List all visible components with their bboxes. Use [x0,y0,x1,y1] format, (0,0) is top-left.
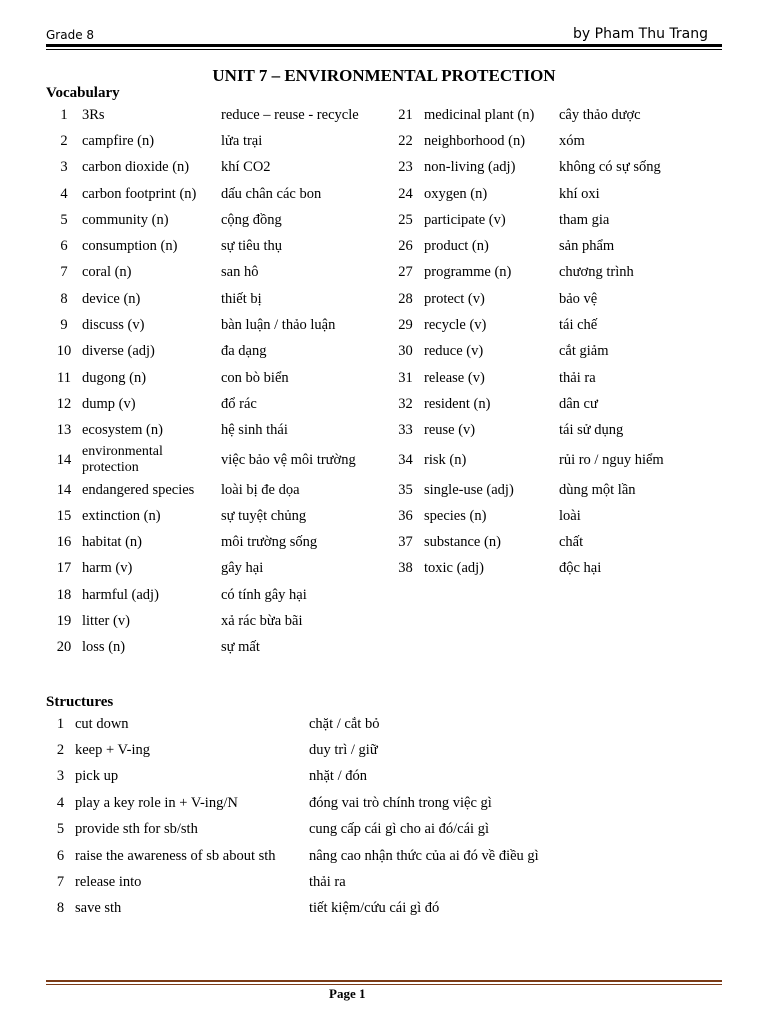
vocab-english: release (v) [424,369,485,386]
vocab-vietnamese: cộng đồng [221,211,282,228]
vocab-vietnamese: chất [559,534,584,551]
vocab-vietnamese: đổ rác [221,395,257,412]
vocab-row [46,339,686,365]
vocab-english: environmental protection [82,444,163,476]
vocab-vietnamese: xả rác bừa bãi [221,612,303,629]
vocab-row [46,477,686,503]
vocab-english [424,582,559,608]
vocab-row [46,635,686,661]
structure-english: cut down [75,715,129,732]
structure-english: provide sth for sb/sth [75,821,198,838]
vocab-number: 22 [398,132,413,149]
vocab-english: neighborhood (n) [424,132,526,149]
vocab-number [387,582,424,608]
vocab-vietnamese: cây thảo dược [559,106,641,123]
vocab-number: 12 [56,395,72,412]
vocab-number: 11 [57,369,71,386]
vocab-row [46,233,686,259]
vocab-english [424,608,559,634]
vocab-vietnamese: xóm [559,132,585,149]
structure-number: 8 [56,900,65,917]
vocab-vietnamese: sự mất [221,639,260,656]
vocab-vietnamese: tái chế [559,317,598,334]
vocab-vietnamese [559,635,686,661]
vocab-row [46,128,686,154]
vocab-vietnamese: môi trường sống [221,534,318,551]
vocab-english: litter (v) [82,612,130,629]
vocab-vietnamese [559,608,686,634]
vocab-number: 21 [398,106,413,123]
vocab-vietnamese: chương trình [559,264,634,281]
vocab-number: 20 [56,639,72,656]
page-number: Page 1 [329,986,366,1001]
structure-vietnamese: chặt / cắt bỏ [309,715,380,732]
vocab-number: 38 [398,560,413,577]
vocab-row [46,365,686,391]
vocab-vietnamese: khí oxi [559,185,600,202]
vocab-english: protect (v) [424,290,485,307]
vocab-english: campfire (n) [82,132,155,149]
vocab-english: species (n) [424,507,487,524]
vocab-vietnamese: sự tiêu thụ [221,238,283,255]
vocab-number [387,608,424,634]
vocab-vietnamese: thiết bị [221,290,262,307]
vocab-english: single-use (adj) [424,481,514,498]
vocab-number: 19 [56,612,72,629]
vocab-row [46,391,686,417]
vocab-english: harm (v) [82,560,133,577]
vocab-english: loss (n) [82,639,126,656]
vocab-vietnamese: tham gia [559,211,610,228]
vocab-english: device (n) [82,290,141,307]
structure-number: 3 [56,768,65,785]
structure-english: release into [75,874,142,891]
vocab-number: 6 [60,238,68,255]
vocab-number: 37 [398,534,413,551]
vocab-english: harmful (adj) [82,586,159,603]
vocab-english: diverse (adj) [82,343,155,360]
vocab-english: reuse (v) [424,422,476,439]
vocab-english: endangered species [82,481,195,498]
vocab-row [46,260,686,286]
vocab-number: 33 [398,422,413,439]
vocab-number: 24 [398,185,413,202]
structure-vietnamese: thải ra [309,874,346,891]
vocab-vietnamese: gây hại [221,560,264,577]
vocab-number: 32 [398,395,413,412]
structure-vietnamese: đóng vai trò chính trong việc gì [309,794,492,811]
vocab-number: 15 [56,507,72,524]
vocab-vietnamese: hệ sinh thái [221,422,288,439]
vocab-row [46,181,686,207]
structure-number: 5 [56,821,65,838]
vocab-row [46,529,686,555]
structure-english: pick up [75,768,119,785]
vocab-english: coral (n) [82,264,132,281]
vocab-number: 16 [56,534,72,551]
structure-row [46,790,606,816]
vocab-vietnamese: dấu chân các bon [221,185,322,202]
vocab-vietnamese: dân cư [559,395,598,412]
header-rule [46,44,722,47]
vocab-number: 1 [60,106,68,123]
structure-vietnamese: nâng cao nhận thức của ai đó về điều gì [309,847,539,864]
vocab-english: product (n) [424,238,489,255]
vocab-row [46,608,686,634]
vocab-row [46,312,686,338]
vocab-vietnamese: đa dạng [221,343,267,360]
vocab-number: 31 [398,369,413,386]
vocab-vietnamese: loài bị đe dọa [221,481,300,498]
vocab-number: 5 [60,211,68,228]
vocab-number: 9 [60,317,68,334]
structure-vietnamese: nhặt / đón [309,768,367,785]
vocab-number: 29 [398,317,413,334]
vocab-english: carbon dioxide (n) [82,159,190,176]
header-rule-thin [46,49,722,50]
vocab-english: substance (n) [424,534,501,551]
page-title: UNIT 7 – ENVIRONMENTAL PROTECTION [212,66,556,85]
structures-table [46,711,606,922]
vocab-number: 7 [60,264,68,281]
vocabulary-table [46,102,686,661]
vocab-vietnamese: reduce – reuse - recycle [221,106,359,123]
vocab-english: participate (v) [424,211,506,228]
vocab-number: 36 [398,507,413,524]
vocab-number: 4 [60,185,68,202]
vocab-vietnamese [559,582,686,608]
structure-english: save sth [75,900,122,917]
vocab-row [46,207,686,233]
vocab-english: reduce (v) [424,343,484,360]
vocab-english: resident (n) [424,395,491,412]
vocab-vietnamese: cắt giảm [559,343,609,360]
footer-rule [46,980,722,982]
vocab-english: programme (n) [424,264,512,281]
vocab-number: 3 [60,159,68,176]
vocab-english: oxygen (n) [424,185,488,202]
footer-rule-thin [46,984,722,985]
vocab-number: 14 [56,481,72,498]
page-header [46,26,722,46]
vocab-number: 27 [398,264,413,281]
vocab-vietnamese: loài [559,507,581,524]
structure-english: raise the awareness of sb about sth [75,847,276,864]
vocab-english: consumption (n) [82,238,178,255]
vocab-vietnamese: thải ra [559,369,596,386]
vocab-english: carbon footprint (n) [82,185,197,202]
vocab-vietnamese: bảo vệ [559,290,598,307]
vocab-vietnamese: dùng một lần [559,481,636,498]
vocab-english: recycle (v) [424,317,487,334]
structure-row [46,896,606,922]
structure-vietnamese: tiết kiệm/cứu cái gì đó [309,900,440,917]
vocab-row [46,556,686,582]
structure-number: 1 [56,715,65,732]
vocab-row [46,286,686,312]
vocab-english: dump (v) [82,395,136,412]
structure-row [46,843,606,869]
vocab-english: non-living (adj) [424,159,516,176]
vocabulary-heading: Vocabulary [46,85,120,101]
vocab-vietnamese: độc hại [559,560,602,577]
vocab-english: medicinal plant (n) [424,106,535,123]
vocab-number: 30 [398,343,413,360]
vocab-vietnamese: bàn luận / thảo luận [221,317,336,334]
vocab-vietnamese: không có sự sống [559,159,661,176]
vocab-number: 23 [398,159,413,176]
vocab-row [46,444,686,477]
vocab-english: dugong (n) [82,369,147,386]
vocab-number: 2 [60,132,68,149]
vocab-number: 26 [398,238,413,255]
vocab-english: discuss (v) [82,317,145,334]
vocab-number: 28 [398,290,413,307]
vocab-vietnamese: việc bảo vệ môi trường [221,451,356,468]
vocab-number: 25 [398,211,413,228]
vocab-vietnamese: sản phẩm [559,238,615,255]
vocab-vietnamese: tái sử dụng [559,422,624,439]
structure-number: 4 [56,794,65,811]
structure-row [46,869,606,895]
structure-number: 2 [56,742,65,759]
vocab-vietnamese: có tính gây hại [221,586,307,603]
vocab-english: toxic (adj) [424,560,484,577]
structure-english: keep + V-ing [75,742,151,759]
vocab-row [46,582,686,608]
vocab-vietnamese: lửa trại [221,132,263,149]
vocab-english [424,635,559,661]
structure-vietnamese: cung cấp cái gì cho ai đó/cái gì [309,821,489,838]
vocab-number: 35 [398,481,413,498]
vocab-number: 8 [60,290,68,307]
vocab-english: risk (n) [424,451,467,468]
vocab-english: ecosystem (n) [82,422,163,439]
vocab-row [46,155,686,181]
vocab-vietnamese: sự tuyệt chủng [221,507,307,524]
vocab-english: community (n) [82,211,169,228]
structure-english: play a key role in + V-ing/N [75,794,238,811]
structures-heading: Structures [46,694,114,710]
vocab-row [46,418,686,444]
vocab-number: 34 [398,451,413,468]
vocab-english: 3Rs [82,106,105,123]
vocab-vietnamese: san hô [221,264,259,281]
vocab-number: 10 [56,343,72,360]
vocab-number: 18 [56,586,72,603]
vocab-english: extinction (n) [82,507,161,524]
vocab-number: 14 [56,451,72,468]
vocab-number: 13 [56,422,72,439]
vocab-vietnamese: con bò biển [221,369,289,386]
structure-row [46,737,606,763]
structure-row [46,711,606,737]
author-label: by Pham Thu Trang [573,26,708,42]
structure-vietnamese: duy trì / giữ [309,742,378,759]
structure-number: 7 [56,874,65,891]
vocab-row [46,102,686,128]
vocab-row [46,503,686,529]
vocab-vietnamese: khí CO2 [221,159,271,176]
vocab-number [387,635,424,661]
grade-label: Grade 8 [46,28,95,42]
structure-row [46,817,606,843]
vocab-number: 17 [56,560,72,577]
structure-number: 6 [56,847,65,864]
vocab-vietnamese: rủi ro / nguy hiểm [559,451,664,468]
vocab-english: habitat (n) [82,534,142,551]
structure-row [46,764,606,790]
